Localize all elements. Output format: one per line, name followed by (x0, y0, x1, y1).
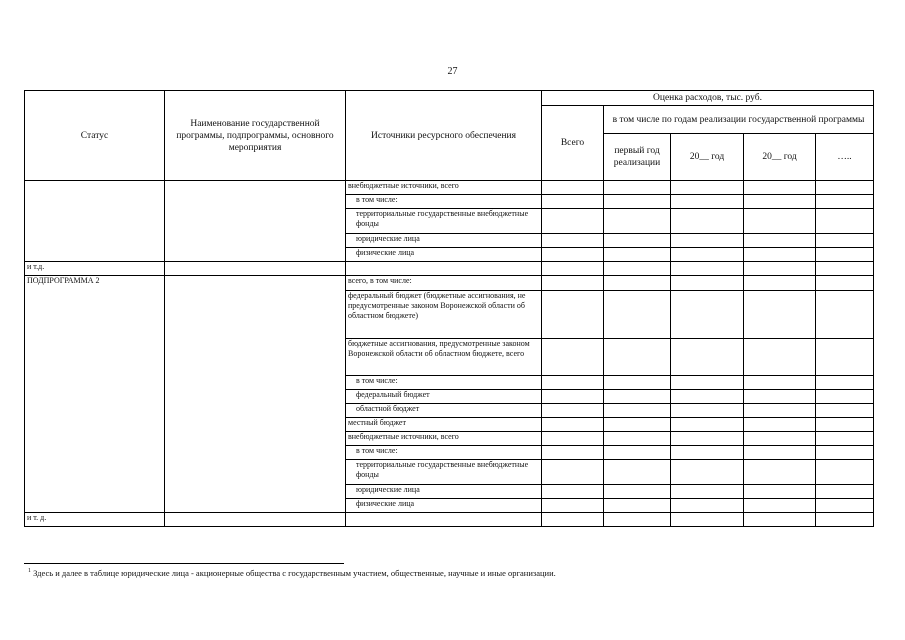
source-cell: внебюджетные источники, всего (346, 181, 542, 195)
source-cell: местный бюджет (346, 418, 542, 432)
header-year-3: 20__ год (744, 134, 816, 181)
subprogram-status: ПОДПРОГРАММА 2 (25, 276, 165, 513)
header-name: Наименование государственной программы, подпрограммы, основного мероприятия (165, 91, 346, 181)
etc-cell: и т. д. (25, 513, 165, 527)
header-estimate: Оценка расходов, тыс. руб. (542, 91, 874, 106)
header-year-first: первый год реализации (604, 134, 671, 181)
source-cell: физические лица (346, 499, 542, 513)
source-cell: территориальные государственные внебюджетные фонды (346, 209, 542, 234)
header-year-more: ….. (816, 134, 874, 181)
status-cell (25, 181, 165, 262)
source-cell: физические лица (346, 248, 542, 262)
source-cell: федеральный бюджет (346, 390, 542, 404)
source-cell: бюджетные ассигнования, предусмотренные законом Воронежской области об областном бюджете, всего (346, 339, 542, 376)
header-total: Всего (542, 106, 604, 181)
footnote-mark: 1 (28, 568, 31, 575)
source-cell: территориальные государственные внебюджетные фонды (346, 460, 542, 485)
header-year-2: 20__ год (671, 134, 744, 181)
footnote-divider (24, 563, 344, 564)
etc-cell: и т.д. (25, 262, 165, 276)
source-cell: в том числе: (346, 446, 542, 460)
table-row (25, 181, 874, 195)
header-by-years: в том числе по годам реализации государственной программы (604, 106, 874, 134)
header-sources: Источники ресурсного обеспечения (346, 91, 542, 181)
resource-table (24, 90, 874, 527)
table-row (25, 262, 874, 276)
source-cell: федеральный бюджет (бюджетные ассигнования, не предусмотренные законом Воронежской области об областном бюджете) (346, 291, 542, 339)
table-row (25, 513, 874, 527)
source-cell: в том числе: (346, 376, 542, 390)
source-cell: юридические лица (346, 485, 542, 499)
source-cell: всего, в том числе: (346, 276, 542, 291)
header-status: Статус (25, 91, 165, 181)
table-row (25, 276, 874, 291)
source-cell: областной бюджет (346, 404, 542, 418)
name-cell (165, 181, 346, 262)
source-cell: внебюджетные источники, всего (346, 432, 542, 446)
table-header (25, 91, 874, 181)
footnote-text: Здесь и далее в таблице юридические лица - акционерные общества с государственным участием, общественные, научные и иные организации. (33, 568, 556, 578)
page-number: 27 (447, 66, 458, 77)
name-cell (165, 276, 346, 513)
source-cell: юридические лица (346, 234, 542, 248)
footnote (28, 568, 556, 578)
source-cell: в том числе: (346, 195, 542, 209)
